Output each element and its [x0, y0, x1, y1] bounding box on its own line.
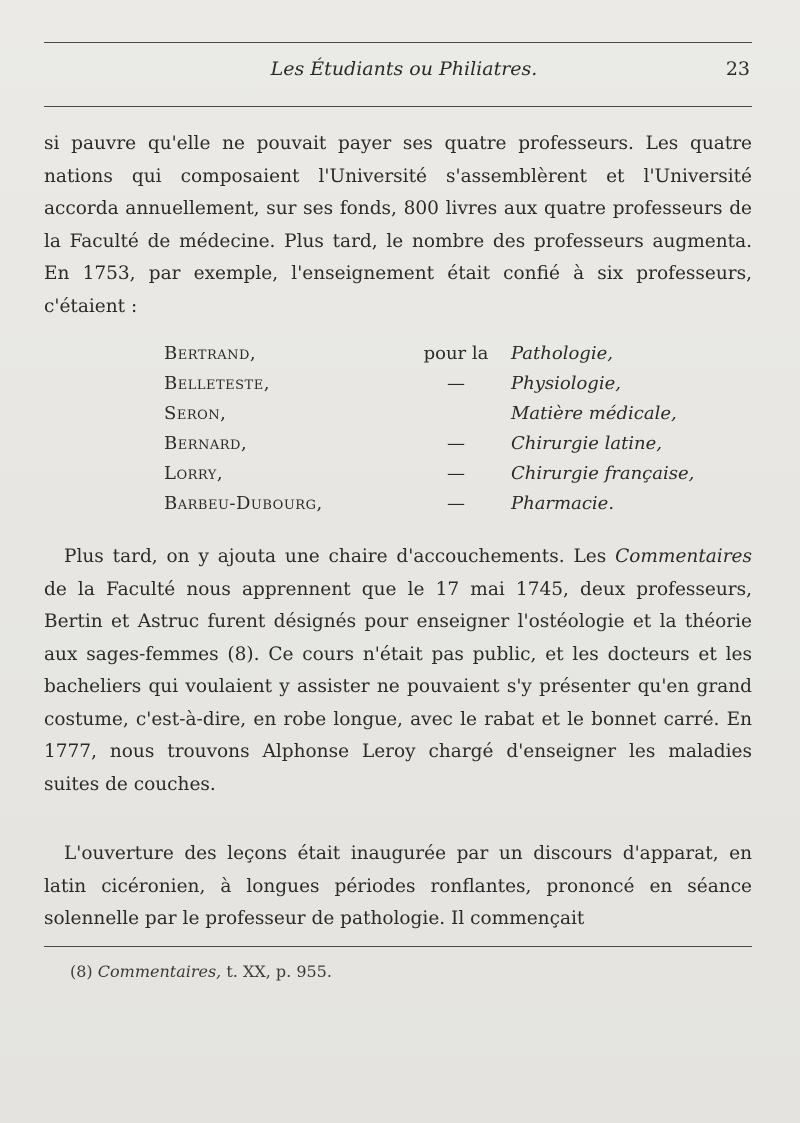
paragraph-2 [44, 541, 752, 801]
professor-pour: — [447, 493, 465, 514]
professor-pour: — [447, 433, 465, 454]
footnote [70, 962, 332, 981]
footnote-rest: t. XX, p. 955. [221, 962, 332, 981]
paragraph-1-text: si pauvre qu'elle ne pouvait payer ses quatre professeurs. Les quatre nations qui composaient l'Université s'assemblèrent et l'Université accorda annuellement, sur ses fonds, 800 livres aux quatre professeurs de la Faculté de médecine. Plus tard, le nombre des professeurs augmenta. En 1753, par exemple, l'enseignement était confié à six professeurs, c'étaient : [44, 133, 752, 317]
paragraph-3 [44, 838, 752, 936]
professor-row [164, 493, 754, 523]
running-head [44, 58, 752, 88]
professor-name: Seron, [164, 403, 227, 424]
professor-subject: Chirurgie française, [511, 463, 695, 484]
professor-subject: Pharmacie. [511, 493, 615, 514]
professor-row [164, 463, 754, 493]
professor-subject: Chirurgie latine, [511, 433, 663, 454]
professor-name: Barbeu-Dubourg, [164, 493, 323, 514]
paragraph-1 [44, 128, 752, 323]
professor-row [164, 433, 754, 463]
professor-list [164, 343, 754, 523]
professor-row [164, 403, 754, 433]
professor-row [164, 343, 754, 373]
professor-name: Bertrand, [164, 343, 257, 364]
footnote-italic: Commentaires, [97, 962, 222, 981]
running-title: Les Étudiants ou Philiatres. [270, 58, 538, 80]
paragraph-2-text [44, 541, 752, 801]
footnote-rule [44, 946, 752, 947]
professor-name: Belleteste, [164, 373, 270, 394]
professor-row [164, 373, 754, 403]
professor-subject: Matière médicale, [511, 403, 677, 424]
page-number: 23 [725, 58, 750, 80]
footnote-marker: (8) [70, 962, 93, 981]
professor-name: Bernard, [164, 433, 248, 454]
paragraph-2-rest: de la Faculté nous apprennent que le 17 mai 1745, deux professeurs, Bertin et Astruc furent désignés pour enseigner l'ostéologie et la théorie aux sages-femmes (8). Ce cours n'était pas public, et les docteurs et les bacheliers qui voulaient y assister ne pouvaient s'y présenter qu'en grand costume, c'est-à-dire, en robe longue, avec le rabat et le bonnet carré. En 1777, nous trouvons Alphonse Leroy chargé d'enseigner les maladies suites de couches. [44, 578, 752, 795]
header-rule-top [44, 42, 752, 43]
professor-subject: Pathologie, [511, 343, 613, 364]
paragraph-2-lead: Plus tard, on y ajouta une chaire d'accouchements. Les [64, 546, 616, 567]
professor-pour: — [447, 463, 465, 484]
paragraph-2-italic: Commentaires [615, 546, 752, 567]
professor-subject: Physiologie, [511, 373, 621, 394]
professor-pour: pour la [423, 343, 489, 364]
paragraph-3-text: L'ouverture des leçons était inaugurée par un discours d'apparat, en latin cicéronien, à longues périodes ronflantes, prononcé en séance solennelle par le professeur de pathologie. Il commençait [44, 843, 752, 929]
professor-name: Lorry, [164, 463, 224, 484]
professor-pour: — [447, 373, 465, 394]
header-rule-bottom [44, 106, 752, 107]
